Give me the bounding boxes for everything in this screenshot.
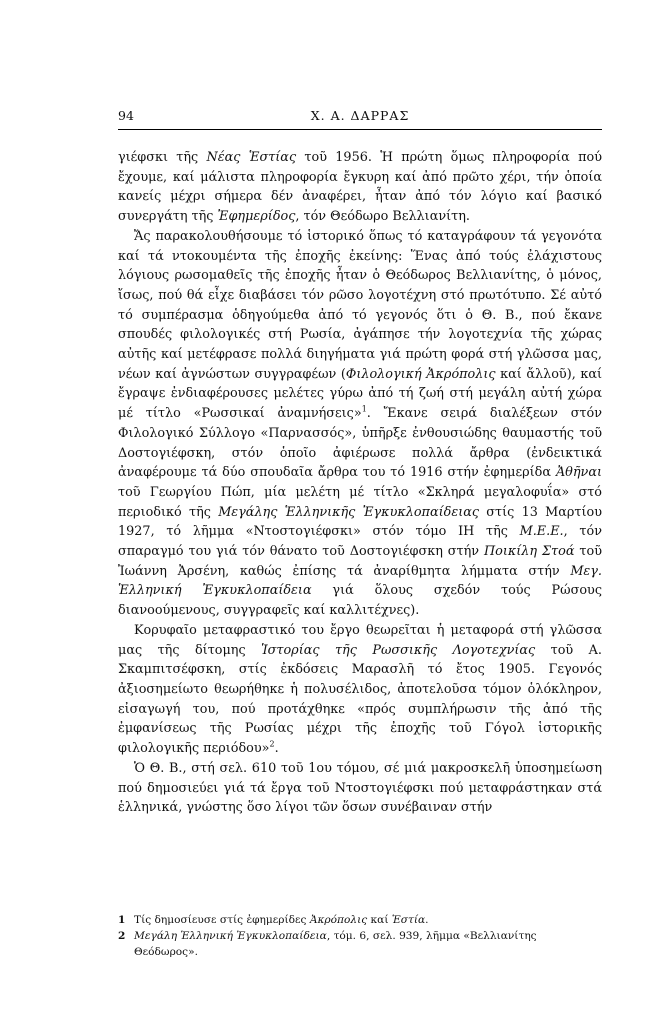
- paragraph-2: Ἄς παρακολουθήσουμε τό ἱστορικό ὅπως τό καταγράφουν τά γεγονότα καί τά ντοκουμέντα τῆς ἐποχῆς ἐκείνης: Ἕνας ἀπό τούς ἐλάχιστους λόγιους ρωσομαθεῖς τῆς ἐποχῆς ἦταν ὁ Θεόδωρος Βελλιανίτης, ὁ μόνος, ἴσως, πού θά εἶχε διαβάσει τόν ρῶσο λογοτέχνη στό πρωτότυπο. Σέ αὐτό τό συμπέρασμα ὁδηγούμεθα ἀπό τό γεγονός ὅτι ὁ Θ. Β., πού ἔκανε σπουδές φιλολογικές στή Ρωσία, ἀγάπησε τήν λογοτεχνία τῆς χώρας αὐτῆς καί μετέφρασε πολλά διηγήματα γιά πρώτη φορά στή γλῶσσα μας, νέων καί ἀγνώστων συγγραφέων (Φιλολογική Ἀκρόπολις καί ἄλλοῦ), καί ἔγραψε ἐνδιαφέρουσες μελέτες γύρω ἀπό τή ζωή στή μεγάλη αὐτή χώρα μέ τίτλο «Ρωσσικαί ἀναμνήσεις»$^1$. Ἔκανε σειρά διαλέξεων στόν Φιλολογικό Σύλλογο «Παρνασσός», ὑπῆρξε ἐνθουσιώδης θαυμαστής τοῦ Δοστογιέφσκη, στόν ὁποῖο ἀφιέρωσε πολλά ἄρθρα (ἐνδεικτικά ἀναφέρουμε τά δύο σπουδαῖα ἄρθρα του τό 1916 στήν ἐφημερίδα Ἀθῆναι τοῦ Γεωργίου Πώπ, μία μελέτη μέ τίτλο «Σκληρά μεγαλοφυΐα» στό περιοδικό τῆς Μεγάλης Ἑλληνικῆς Ἐγκυκλοπαίδειας στίς 13 Μαρτίου 1927, τό λῆμμα «Ντοστογιέφσκι» στόν τόμο ΙΗ τῆς Μ.Ε.Ε., τόν σπαραγμό του γιά τόν θάνατο τοῦ Δοστογιέφσκη στήν Ποικίλη Στοά τοῦ Ἰωάννη Ἀρσένη, καθώς ἐπίσης τά ἀναρίθμητα λήμματα στήν Μεγ. Ἑλληνική Ἐγκυκλοπαίδεια γιά ὅλους σχεδόν τούς Ρώσους διανοούμενους, συγγραφεῖς καί καλλιτέχνες).: [118, 228, 602, 619]
- encyclopedia-title: Μεγάλη Ἑλληνική Ἐγκυκλοπαίδεια: [134, 930, 327, 942]
- encyclopedia-title: Μεγ. Ἑλληνική Ἐγκυκλοπαίδεια: [118, 563, 602, 599]
- paragraph-3: Κορυφαῖο μεταφραστικό του ἔργο θεωρεῖται ἡ μεταφορά στή γλῶσσα μας τῆς δίτομης Ἱστορίας τῆς Ρωσσικῆς Λογοτεχνίας τοῦ Α. Σκαμπιτσέφσκη, στίς ἐκδόσεις Μαρασλῆ τό ἔτος 1905. Γεγονός ἀξιοσημείωτο θεωρήθηκε ἡ πολυσέλιδος, ἀποτελοῦσα τόμον ὁλόκληρον, εἰσαγωγή του, πού προτάχθηκε «πρός συμπλήρωσιν τῆς ἀπό τῆς ἐμφανίσεως τῆς Ρωσίας μέχρι τῆς ἐποχῆς τοῦ Γόγολ ἱστορικῆς φιλολογικῆς περιόδου»$^2$.: [118, 622, 602, 757]
- header-author: Χ. Α. ΔΑΡΡΑΣ: [310, 108, 410, 123]
- newspaper-title: Ἐφημερίδος: [217, 209, 296, 225]
- periodical-title: Ποικίλη Στοά: [484, 544, 575, 560]
- encyclopedia-abbrev: Μ.Ε.Ε.: [519, 524, 564, 540]
- book-title: Ἱστορίας τῆς Ρωσσικῆς Λογοτεχνίας: [261, 642, 536, 658]
- footnote-1: 1 Τίς δημοσίευσε στίς ἐφημερίδες Ἀκρόπολις καί Ἑστία.: [118, 914, 429, 926]
- footnote-ref-1[interactable]: 1: [361, 404, 367, 414]
- paragraph-1: γιέφσκι τῆς Νέας Ἑστίας τοῦ 1956. Ἡ πρώτη ὅμως πληροφορία πού ἔχουμε, καί μάλιστα πληροφορία ἔγκυρη καί ἀπό πρῶτο χέρι, τήν ὁποία κανείς μέχρι σήμερα δέν ἀναφέρει, ἦταν ἀπό τόν λόγιο καί βασικό συνεργάτη τῆς Ἐφημερίδος, τόν Θεόδωρο Βελλιανίτη.: [118, 150, 603, 225]
- periodical-title: Φιλολογική Ἀκρόπολις: [345, 366, 496, 382]
- paragraph-4: Ὁ Θ. Β., στή σελ. 610 τοῦ 1ου τόμου, σέ μιά μακροσκελῆ ὑποσημείωση πού δημοσιεύει γιά τά ἔργα τοῦ Ντοστογιέφσκι πού μεταφράστηκαν στά ἑλληνικά, γνώστης ὅσο λίγοι τῶν ὅσων συνέβαιναν στήν: [118, 760, 602, 816]
- periodical-title: Νέας Ἑστίας: [206, 150, 297, 165]
- newspaper-title: Ἑστία: [391, 914, 426, 926]
- footnote-ref-2[interactable]: 2: [269, 739, 275, 749]
- encyclopedia-title: Μεγάλης Ἑλληνικῆς Ἐγκυκλοπαίδειας: [218, 504, 480, 520]
- page-number: 94: [118, 108, 134, 123]
- footnote-mark: 2: [118, 930, 126, 942]
- footnote-2: 2 Μεγάλη Ἑλληνική Ἐγκυκλοπαίδεια, τόμ. 6, σελ. 939, λῆμμα «Βελλιανίτης Θεόδωρος».: [118, 930, 537, 958]
- footnote-mark: 1: [118, 914, 126, 926]
- running-head: [118, 105, 602, 130]
- body-text: [118, 148, 602, 818]
- footnotes: [118, 912, 602, 960]
- newspaper-title: Ἀθῆναι: [555, 465, 602, 481]
- newspaper-title: Ἀκρόπολις: [309, 914, 368, 926]
